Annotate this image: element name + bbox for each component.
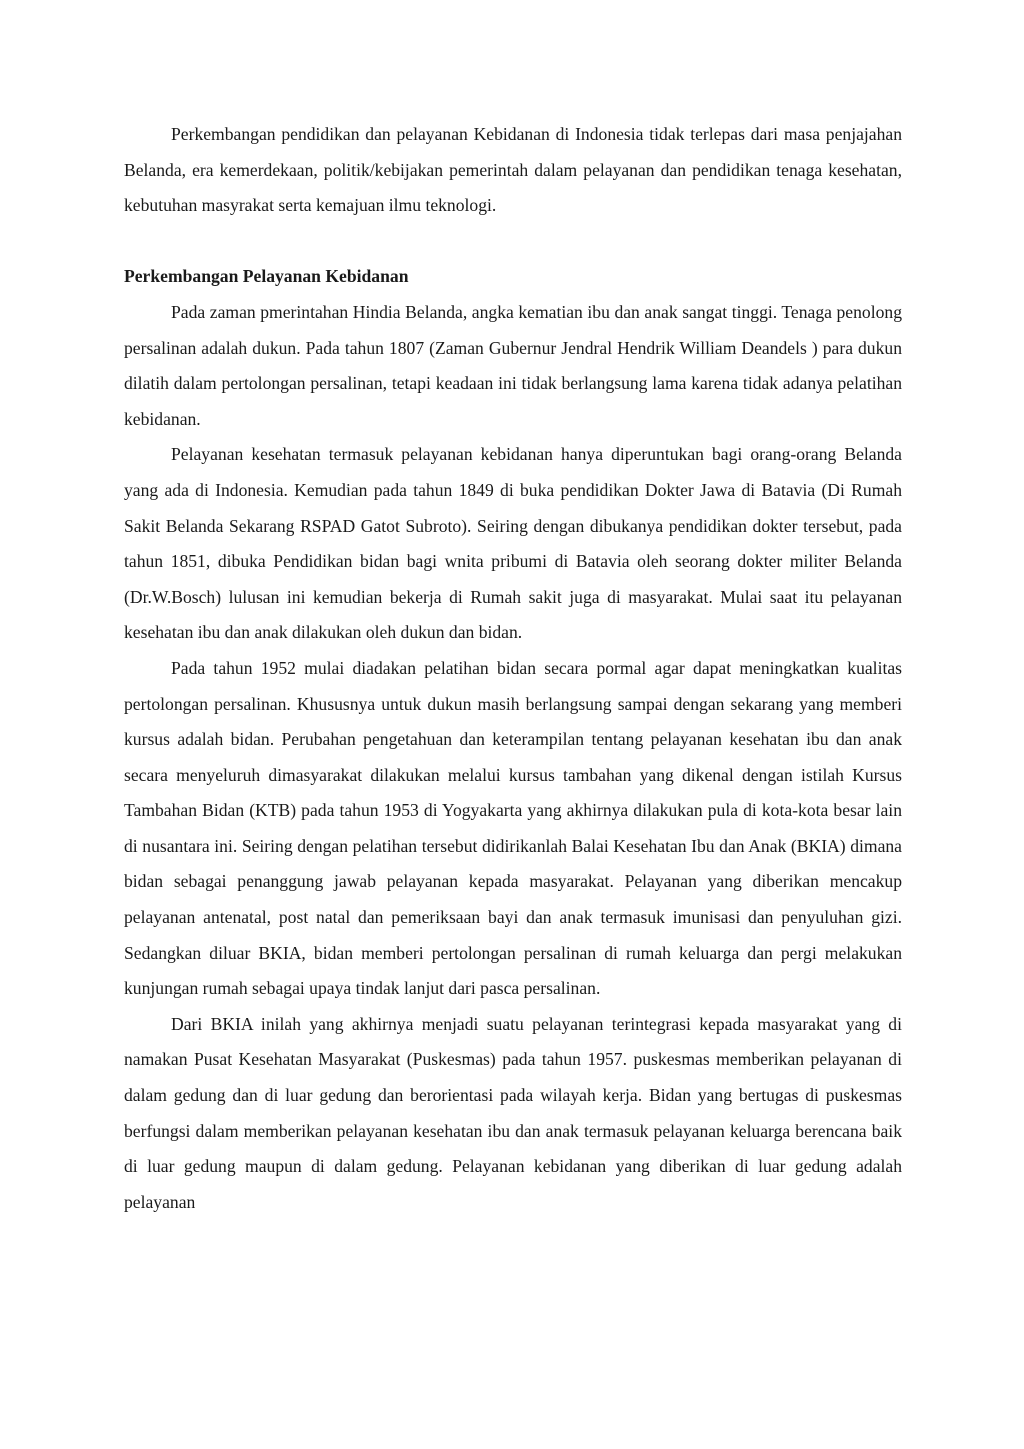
intro-paragraph: Perkembangan pendidikan dan pelayanan Kebidanan di Indonesia tidak terlepas dari masa penjajahan Belanda, era kemerdekaan, politik/kebijakan pemerintah dalam pelayanan dan pendidikan tenaga kesehatan, kebutuhan masyrakat serta kemajuan ilmu teknologi.: [124, 124, 902, 216]
body-paragraph: Pada tahun 1952 mulai diadakan pelatihan bidan secara pormal agar dapat meningkatkan kualitas pertolongan persalinan. Khususnya untuk dukun masih berlangsung sampai dengan sekarang yang memberi kursus adalah bidan. Perubahan pengetahuan dan keterampilan tentang pelayanan kesehatan ibu dan anak secara menyeluruh dimasyarakat dilakukan melalui kursus tambahan yang dikenal dengan istilah Kursus Tambahan Bidan (KTB) pada tahun 1953 di Yogyakarta yang akhirnya dilakukan pula di kota-kota besar lain di nusantara ini. Seiring dengan pelatihan tersebut didirikanlah Balai Kesehatan Ibu dan Anak (BKIA) dimana bidan sebagai penanggung jawab pelayanan kepada masyarakat. Pelayanan yang diberikan mencakup pelayanan antenatal, post natal dan pemeriksaan bayi dan anak termasuk imunisasi dan penyuluhan gizi. Sedangkan diluar BKIA, bidan memberi pertolongan persalinan di rumah keluarga dan pergi melakukan kunjungan rumah sebagai upaya tindak lanjut dari pasca persalinan.: [124, 657, 902, 999]
body-paragraph: Dari BKIA inilah yang akhirnya menjadi suatu pelayanan terintegrasi kepada masyarakat yang di namakan Pusat Kesehatan Masyarakat (Puskesmas) pada tahun 1957. puskesmas memberikan pelayanan di dalam gedung dan di luar gedung dan berorientasi pada wilayah kerja. Bidan yang bertugas di puskesmas berfungsi dalam memberikan pelayanan kesehatan ibu dan anak termasuk pelayanan keluarga berencana baik di luar gedung maupun di dalam gedung. Pelayanan kebidanan yang diberikan di luar gedung adalah pelayanan: [124, 1013, 902, 1212]
section-heading: Perkembangan Pelayanan Kebidanan: [124, 266, 409, 287]
body-paragraph: Pelayanan kesehatan termasuk pelayanan kebidanan hanya diperuntukan bagi orang-orang Belanda yang ada di Indonesia. Kemudian pada tahun 1849 di buka pendidikan Dokter Jawa di Batavia (Di Rumah Sakit Belanda Sekarang RSPAD Gatot Subroto). Seiring dengan dibukanya pendidikan dokter tersebut, pada tahun 1851, dibuka Pendidikan bidan bagi wnita pribumi di Batavia oleh seorang dokter militer Belanda (Dr.W.Bosch) lulusan ini kemudian bekerja di Rumah sakit juga di masyarakat. Mulai saat itu pelayanan kesehatan ibu dan anak dilakukan oleh dukun dan bidan.: [124, 444, 902, 643]
body-paragraph: Pada zaman pmerintahan Hindia Belanda, angka kematian ibu dan anak sangat tinggi. Tenaga penolong persalinan adalah dukun. Pada tahun 1807 (Zaman Gubernur Jendral Hendrik William Deandels ) para dukun dilatih dalam pertolongan persalinan, tetapi keadaan ini tidak berlangsung lama karena tidak adanya pelatihan kebidanan.: [124, 301, 902, 429]
document-page: [124, 117, 902, 1220]
